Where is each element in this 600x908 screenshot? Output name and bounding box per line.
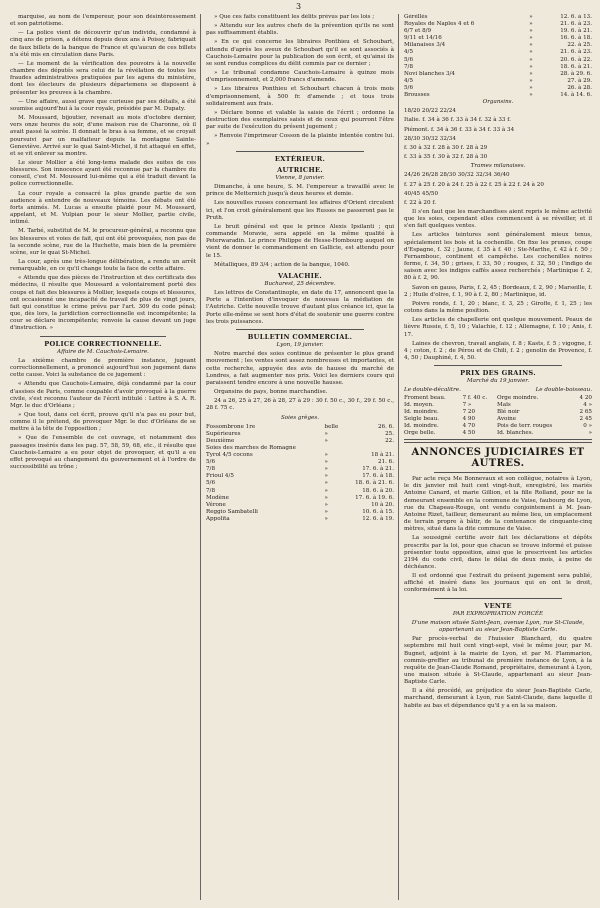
table-row-cell: Vérone — [206, 501, 226, 508]
paragraph: 24 a 26, 25 à 27, 26 à 28, 27 à 29 : 30 f. 50 c., 30 f., 29 f. 50 c., 28 f. 75 c. — [206, 398, 394, 412]
table-row-cell: Brousses — [404, 92, 430, 99]
grain-row-cell: Avoine — [497, 415, 517, 422]
paragraph: Laines de chevron, travail anglais, f. 8 ; Kasts, f. 5 ; vigogne, f. 4 ; coton, f. 2 ; de Pérou et de Chili, f. 2 ; genolin de Provence, f. 4, 50 ; Dauphiné, f. 4, 50. — [404, 340, 592, 361]
table-row-cell: » — [529, 49, 533, 56]
table-row-cell: 19. 6. à 21. — [560, 28, 592, 35]
valachia-date: Bucharest, 25 décembre. — [264, 281, 336, 287]
paragraph: Organsins de pays, bonne marchandise. — [214, 389, 328, 396]
table-row-cell: » — [324, 501, 328, 508]
austria-paragraphs — [206, 184, 394, 269]
valachia-title: VALACHIE. — [277, 271, 323, 280]
grain-header — [404, 387, 592, 394]
divider — [434, 365, 562, 366]
valachia-paragraphs — [206, 290, 394, 326]
table-row-cell: 17. 6. à 19. 6. — [355, 494, 394, 501]
table-row-cell: 22. — [385, 437, 394, 444]
grain-subtitle: Marché du 19 janvier. — [466, 378, 530, 385]
price-line: Piémont. f. 34 à 36 f. 33 à 34 f. 33 à 34 — [404, 126, 515, 133]
paragraph: Il a été procédé, au préjudice du sieur Jean-Baptiste Carle, marchand, demeurant à Lyon, rue Saint-Claude, dans laquelle il habite au bas et dépendance qu'il y a en la sa maison. — [404, 688, 592, 709]
table-row-cell: » — [324, 473, 328, 480]
table-row-cell: Appolita — [206, 515, 230, 522]
table-row-cell: Milanaises 3/4 — [404, 42, 446, 49]
table-row — [206, 424, 394, 431]
divider — [404, 439, 592, 440]
divider — [434, 472, 562, 473]
table-row-cell: 14. à 14. 6. — [560, 92, 592, 99]
table-row-cell: » — [324, 430, 328, 437]
paragraph: Par procès-verbal de l'huissier Blanchard, du quatre septembre mil huit cent vingt-sept, visé le même jour, par M. Bugnet, adjoint à la mairie de Lyon, et par M. Flammarion, commis-greffier au tribunal de première instance de Lyon, à la requête de Jean-Claude Romand, propriétaire, demeurant à Lyon, une maison située à St-Claude, appartenant au sieur Jean-Baptiste Carle. — [404, 636, 592, 686]
divider — [40, 336, 166, 337]
news-paragraphs — [10, 14, 196, 333]
grain-row-cell: 7 20 — [462, 408, 476, 415]
table-row-cell: 18. 6. à 21. 6. — [355, 480, 394, 487]
price-line: 28/30 30/32 32/34 — [404, 135, 456, 142]
table-row-cell: Modène — [206, 494, 229, 501]
table-row-cell: 18 à 21. — [371, 452, 394, 459]
table-row-cell — [343, 445, 394, 452]
table-row-cell: 21. 6. à 23. — [560, 49, 592, 56]
price-line: Italie. f. 34 à 36 f. 33 à 34 f. 32 à 33 f. — [404, 117, 511, 124]
table-row — [206, 431, 394, 438]
annonces-paragraphs — [404, 476, 592, 595]
table-row-cell: 20. 6. à 22. — [560, 56, 592, 63]
grain-row-cell: Maïs — [497, 401, 511, 408]
table-row-cell: 10 à 20. — [371, 501, 394, 508]
table-row — [404, 49, 592, 56]
table-row — [404, 85, 592, 92]
table-row-cell: Fossombrone 1re — [206, 423, 256, 430]
trames-lines — [404, 172, 592, 207]
column-2 — [206, 14, 394, 900]
table-row-cell: » — [529, 56, 533, 63]
exterieur-title: EXTÉRIEUR. — [274, 154, 326, 163]
paragraph: M. Moussard, bijoutier, revenait au mois d'octobre dernier, vers onze heures du soir, d'une maison rue de Charonne, où il avait passé la soirée. Il donnait le bras à sa femme, et se croyait poursuivi par un malfaiteur depuis la montagne Sainte-Geneviève. Arrivé sur le quai Saint-Michel, il fut attaqué en effet, et se vit enlever sa montre. — [10, 115, 196, 157]
table-row-cell: belle — [324, 423, 339, 430]
table-row-cell: » — [324, 459, 328, 466]
judgment-paragraphs — [10, 358, 196, 471]
paragraph: » Déclare bonne et valable la saisie de l'écrit ; ordonne la destruction des exemplaires saisis et de ceux qui pourront l'être par suite de l'exécution du présent jugement ; — [206, 109, 394, 131]
table-row-cell: Tyrol 4/5 cocons — [206, 452, 253, 459]
judgment-continued — [206, 14, 394, 148]
vente-subtitle: PAR EXPROPRIATION FORCÉE — [452, 610, 544, 617]
table-row-cell: » — [324, 466, 328, 473]
table-row-cell: 5/6 — [206, 459, 216, 466]
table-row-cell: » — [324, 480, 328, 487]
table-row-cell: » — [529, 35, 533, 42]
table-row-cell — [325, 445, 343, 452]
table-row-cell: Novi blanches 3/4 — [404, 70, 455, 77]
grain-header-left: Le double-décalitre. — [404, 387, 461, 394]
paragraph: Poivre ronds, f. 1, 20 ; blanc, f. 3, 25 ; Girofle, f. 1, 25 ; les cotons dans la même position. — [404, 300, 592, 315]
table-row-cell: » — [529, 92, 533, 99]
table-row-cell: 22. à 25. — [567, 42, 592, 49]
table-row-cell: » — [529, 70, 533, 77]
table-row-cell: » — [324, 437, 328, 444]
table-row-cell: 7/8 — [206, 466, 216, 473]
table-row — [404, 71, 592, 78]
table-row-cell: Frioul 4/5 — [206, 473, 234, 480]
paragraph: — Le moment de la vérification des pouvoirs à la nouvelle chambre des députés sera celui de la révélation de toutes les fraudes administratives pratiquées par les agens du ministère, dont les électeurs de plusieurs départemens se disposent à présenter les preuves à la chambre. — [10, 60, 196, 96]
table-row-cell: 21. 6. — [377, 459, 394, 466]
paragraph: » Attendu sur les autres chefs de la prévention qu'ils ne sont pas suffisamment établis. — [206, 23, 394, 37]
price-line: 40/45 45/50 — [404, 190, 439, 197]
price-line: f. 33 à 35 f. 30 à 32 f. 28 à 30 — [404, 154, 488, 161]
paragraph: Le sieur Mollier a été long-tems malade des suites de ces blessures. Son innocence ayant été reconnue par la chambre du conseil, c'est M. Moussard lui-même qui a été traduit devant la police correctionnelle. — [10, 159, 196, 188]
table-row-cell: » — [324, 487, 328, 494]
paragraph: La soussigné certifie avoir fait les déclarations et dépôts prescrits par la loi, pour que chacun se trouve informé et puisse présenter toute opposition, ainsi que le prescrivent les articles 2194 du code civil, dans le délai de deux mois, à peine de déchéance. — [404, 535, 592, 570]
paragraph: Notre marché des soies continue de présenter le plus grand mouvement ; les ventes sont assez nombreuses et importantes, et cette recherche, appuyée des avis de hausse du marché de Londres, a fait augmenter nos prix. Voici les derniers cours qui paraissent tendre encore à une nouvelle hausse. — [206, 351, 394, 386]
table-row-cell: Reggio Sambatelli — [206, 508, 258, 515]
silk-price-table-continued — [404, 14, 592, 99]
divider — [404, 442, 592, 443]
grain-row-cell: 2 65 — [579, 408, 592, 415]
grain-row-cell: Id. blanches. — [497, 430, 534, 436]
column-rule — [398, 14, 399, 900]
column-3 — [404, 14, 592, 900]
table-row-cell: Géréllés — [404, 14, 428, 20]
section-subtitle: Affaire de M. Cauchois-Lemaire. — [57, 348, 149, 355]
grain-row — [404, 430, 592, 437]
table-row-cell: » — [529, 28, 533, 35]
table-row — [404, 57, 592, 64]
grain-row-cell: Orge belle. — [404, 430, 436, 436]
vente-title: VENTE — [484, 601, 512, 610]
table-row-cell: » — [529, 42, 533, 49]
organsins-lines — [404, 108, 592, 161]
paragraph: » Renvoie l'imprimeur Cosson de la plainte intentée contre lui. » — [206, 133, 394, 147]
grain-row-cell: 4 50 — [462, 430, 476, 436]
table-row — [206, 502, 394, 509]
table-row — [206, 452, 394, 459]
price-line: 24/26 26/28 28/30 30/32 32/34 36/40 — [404, 172, 510, 179]
paragraph: Le bruit général est que le prince Alexis Ipsilanti ; qui commande Moravie, sera appelé en la même qualité à Peterwaradin. Le prince Philippe de Hesse-Hombourg auquel on vient de donner le commandement en Gallicie, est attendu pour le 15. — [206, 223, 394, 259]
soies-label: Soies grèges. — [280, 414, 320, 421]
paragraph: Il est ordonné que l'extrait du présent jugement sera publié, affiché et inséré dans les journaux qui en ont le droit, conformément à la loi. — [404, 573, 592, 594]
paragraph: Il s'en faut que les marchandises aient repris le même activité que les soies, cependant elles commencent à se réveiller, et il s'en fait quelques ventes. — [404, 209, 592, 230]
column-1 — [10, 14, 196, 900]
paragraph: » Le tribunal condamne Cauchois-Lemaire à quinze mois d'emprisonnement, et 2,000 francs d'amende. — [206, 70, 394, 84]
grain-row-cell: 4 » — [583, 401, 592, 408]
table-row — [206, 438, 394, 445]
paragraph: La sixième chambre de première instance, jugeant correctionnellement, a prononcé aujourd'hui son jugement dans cette cause. Voici la substance de ce jugement : — [10, 357, 196, 379]
market-paragraphs — [404, 209, 592, 362]
table-row — [404, 78, 592, 85]
table-row-cell: 5/6 — [206, 480, 216, 487]
paragraph: Les articles teintures sont généralement mieux tenus, spécialement les bois et la cochenille. On fixe les prunes, coupe d'Espagne, f. 32 ; Jaune, f. 35 à f. 40 ; Ste-Marthe, f. 42 à f. 50 ; Fernambouc, continent et campêche. Les cochenilles noires ferme, f. 34, 50 ; grises, f. 33, 50 ; rouges, f. 32, 50 ; l'indigo de saison avec les indigos caffés assez recherchés ; Martinique f. 2, 80 à f. 2, 90. — [404, 232, 592, 282]
table-row — [206, 445, 394, 452]
table-row-cell: 12. 6. à 13. — [560, 14, 592, 20]
table-row-cell: 18. 6. à 20. — [362, 487, 394, 494]
grain-row-cell: Blé noir — [497, 408, 520, 415]
table-row-cell: 27. à 29. — [567, 77, 592, 84]
grain-title: PRIX DES GRAINS. — [460, 369, 536, 378]
paragraph: Par acte reçu Me Bonnevaux et son collègue, notaires à Lyon, le dix janvier mil huit cent vingt-huit, enregistré, les mariés Antoine Canard, et marie Gillion, et la fille Rolland, pour ne la demeurant ensemble en la commune de Vaise, faubourg de Lyon, rue du Chapeau-Rouge, ont vendu conjointement à M. Jean-Antoine Rizet, tailleur, demeurant au même lieu, un emplacement de terrain propre à bâtir, de la contenance de cinquante-cinq mètres, situé dans la dite commune de Vaise. — [404, 476, 592, 533]
paragraph: Dimanche, à une heure, S. M. l'empereur a travaillé avec le prince de Metternich jusqu'à deux heures et demie. — [206, 184, 394, 198]
table-row — [206, 516, 394, 523]
grain-row-cell: 4 20 — [579, 394, 592, 401]
grain-row-cell: Id. moindre. — [404, 422, 439, 429]
paragraph: » Que de l'ensemble de cet ouvrage, et notamment des passages insérés dans les pag. 57, 58, 59, 68, etc., il résulte que Cauchois-Lemaire a eu pour objet de provoquer, et qu'il a eu effet provoqué au changement du gouvernement et à l'ordre de successibilité au trône ; — [10, 435, 196, 471]
bulletin-date: Lyon, 19 janvier. — [276, 342, 324, 349]
grain-row-cell: Froment beau. — [404, 394, 446, 401]
table-row — [404, 64, 592, 71]
price-line: f. 27 à 25 f. 20 à 24 f. 25 à 22 f. 25 à 22 f. 24 à 20 — [404, 181, 544, 188]
table-row-cell: » — [529, 63, 533, 70]
table-row-cell: 18. 6. à 21. — [560, 63, 592, 70]
table-row-cell: » — [529, 84, 533, 91]
table-row-cell: » — [324, 508, 328, 515]
table-row-cell: 6/7 et 8/9 — [404, 28, 432, 35]
table-row-cell: 28. à 29. 6. — [560, 70, 592, 77]
paragraph: « Attendu que des pièces de l'instruction et des certificats des médecins, il résulte que Moussard a volontairement porté des coups et fait des blessures à Mollier, lesquels coups et blessures, ont occasionné une incapacité de travail de plus de vingt jours, fait qui constitue le crime prévu par l'art. 309 du code pénal; que, dès lors, la juridiction correctionnelle est incompétente; la cour se déclare incompétente; renvoie la cause devant un juge d'instruction. » — [10, 275, 196, 332]
grain-row — [404, 409, 592, 416]
table-row-cell: Soies des marches de Romagne — [206, 444, 296, 451]
table-row-cell: 12. 6. à 19. — [362, 515, 394, 522]
grain-row-cell: » — [588, 430, 592, 436]
paragraph: Les nouvelles russes concernant les affaires d'Orient circulent ici, et l'on croit généralement que les Russes ne passeront pas le Pruth. — [206, 200, 394, 221]
grain-row-cell: Id. moyen. — [404, 401, 434, 408]
divider — [434, 598, 562, 599]
paragraph: marquise, au nom de l'empereur, pour son désintéressement et son patriotisme. — [10, 14, 196, 28]
grain-row-cell: Pois de terr. rouges — [497, 422, 553, 429]
table-row — [404, 35, 592, 42]
table-row-cell: 16. 6. à 18. — [560, 35, 592, 42]
grain-row — [404, 423, 592, 430]
table-row-cell: Supérieures — [206, 430, 241, 437]
grain-row-cell: 2 45 — [579, 415, 592, 422]
table-row-cell: » — [324, 515, 328, 522]
bulletin-paragraphs — [206, 351, 394, 412]
table-row-cell: 17. 6. à 21. — [362, 466, 394, 473]
grain-row — [404, 416, 592, 423]
table-row-cell: 5/6 — [404, 84, 414, 91]
paragraph: La cour royale a consacré la plus grande partie de son audience à entendre de nouveaux témoins. Les débats ont été forts animés. M. Lucas a ensuite plaidé pour M. Moussard, appelant, et M. Vulpian pour le sieur Mollier, partie civile, intimé. — [10, 190, 196, 226]
page-number: 3 — [296, 2, 302, 11]
grain-row-cell: Seigle beau. — [404, 415, 439, 422]
grain-row — [404, 402, 592, 409]
paragraph: Les lettres de Constantinople, en date du 17, annoncent que la Porte a l'intention d'invoquer de nouveau la médiation de l'Autriche. Cette nouvelle trouve d'autant plus créance ici, que la Porte elle-même se sent hors d'état de soutenir une guerre contre les trois puissances. — [206, 290, 394, 325]
divider — [236, 151, 364, 152]
austria-date: Vienne, 8 janvier. — [275, 174, 325, 181]
organsins-label: Organsins. — [482, 99, 514, 106]
table-row — [404, 92, 592, 99]
paragraph: — Une affaire, aussi grave que curieuse par ses détails, a été soumise aujourd'hui à la cour royale, présidée par M. Dupaty. — [10, 98, 196, 112]
trames-label: Trames milanaises. — [470, 163, 526, 170]
paragraph: » Que tout, dans cet écrit, prouve qu'il n'a pas eu pour but, comme il le prétend, de provoquer Mgr. le duc d'Orléans de se mettre à la tête de l'opposition ; — [10, 411, 196, 433]
table-row — [206, 495, 394, 502]
bulletin-title: BULLETIN COMMERCIAL. — [247, 332, 353, 341]
paragraph: » Les libraires Ponthieu et Schoubart chacun à trois mois d'emprisonnement, à 500 fr. d'amende ; et tous trois solidairement aux frais. — [206, 86, 394, 107]
grain-table — [404, 395, 592, 438]
table-row-cell: 21. 6. à 23. — [560, 21, 592, 28]
grain-row-cell: Orge moindre. — [497, 394, 539, 401]
divider — [236, 329, 364, 330]
price-line: f. 30 à 32 f. 28 à 30 f. 28 à 29 — [404, 144, 488, 151]
table-row-cell: 26. 6. — [377, 423, 394, 430]
paragraph: M. Tarbé, substitut de M. le procureur-général, a reconnu que les blessures et voies de fait, qui ont été provoquées, non pas de la seconde scène, rue de la Huchette, mais bien de la première scène, sur le quai St-Michel. — [10, 228, 196, 256]
table-row-cell: 10. 6. à 15. — [362, 508, 394, 515]
paragraph: » Que ces faits constituent les délits prévus par les lois ; — [214, 14, 375, 20]
paragraph: Savon en gauss, Paris, f. 2, 45 ; Bordeaux, f. 2, 90 ; Marseille, f. 2 ; Huile d'olive, f. 1, 90 à f. 2, 80 ; Martinique, id. — [404, 284, 592, 298]
section-title: POLICE CORRECTIONNELLE. — [44, 339, 162, 348]
paragraph: La cour, après une très-longue délibération, a rendu un arrêt remarquable, en ce qu'il change toute la face de cette affaire. — [10, 259, 196, 273]
table-row-cell: » — [324, 452, 328, 459]
grain-row — [404, 395, 592, 402]
grain-row-cell: 0 » — [583, 422, 592, 429]
table-row-cell: 25. — [385, 430, 394, 437]
column-rule — [200, 14, 201, 900]
silk-price-table — [206, 424, 394, 523]
paragraph: » En ce qui concerne les libraires Ponthieu et Schoubart, attendu d'après les aveux de Schoubart qu'il se sont associés à Cauchois-Lemaire pour la publication de son écrit, et qu'ainsi ils se sont rendus complices du délit commis par ce dernier ; — [206, 39, 394, 67]
table-row-cell: 4/5 — [404, 49, 414, 56]
table-row — [206, 480, 394, 487]
grain-row-cell: 4 70 — [462, 422, 476, 429]
table-row-cell: 9/11 et 14/16 — [404, 35, 442, 42]
grain-row-cell: 7 » — [462, 401, 472, 408]
paragraph: Les articles de chapellerie ont quelque mouvement. Peaux de lièvre Russie, f. 5, 10 ; Valachie, f. 12 ; Allemagne, f. 10 ; Anis, f. 17. — [404, 317, 592, 338]
table-row — [206, 509, 394, 516]
table-row-cell: 7/8 — [404, 63, 414, 70]
price-line: f. 22 à 20 f. — [404, 199, 436, 206]
table-row — [206, 488, 394, 495]
grain-row-cell: 7 f. 40 c. — [462, 394, 488, 401]
table-row-cell: » — [529, 21, 533, 28]
paragraph: — La police vient de découvrir qu'un individu, condamné à cinq ans de prison, a détenu depuis deux ans à Poissy, fabriquait de faux billets de la banque de France et qu'aucun de ces billets n'a été mis en circulation dans Paris. — [10, 30, 196, 58]
table-row-cell: Deuxième — [206, 437, 235, 444]
table-row-cell: 17. 6. à 18. — [362, 473, 394, 480]
vente-paragraphs — [404, 636, 592, 710]
paragraph: Métalliques, 89 3/4 ; action de la banque, 1040. — [214, 261, 350, 268]
table-row-cell: Royales de Naples 4 et 6 — [404, 21, 475, 28]
grain-header-right: Le double-boisseau. — [535, 387, 592, 394]
price-line: 18/20 20/22 22/24 — [404, 108, 456, 115]
table-row-cell: 26. à 28. — [567, 84, 592, 91]
austria-title: AUTRICHE. — [277, 165, 323, 174]
grain-row-cell: 4 90 — [462, 415, 476, 422]
table-row-cell: » — [529, 14, 533, 20]
table-row-cell: » — [529, 77, 533, 84]
table-row-cell: 4/5 — [404, 77, 414, 84]
table-row-cell: 7/8 — [206, 487, 216, 494]
annonces-title: ANNONCES JUDICIAIRES ET AUTRES. — [411, 447, 585, 470]
table-row-cell: » — [324, 494, 328, 501]
grain-row-cell: Id. moindre. — [404, 408, 439, 415]
vente-subtitle-2: D'une maison située Saint-Jean, avenue Lyon, rue St-Claude, appartenant au sieur Jean-Baptiste Carle. — [411, 619, 585, 634]
table-row-cell: 5/6 — [404, 56, 414, 63]
paragraph: « Attendu que Cauchois-Lemaire, déjà condamné par la cour d'assises de Paris, comme coupable d'avoir provoqué à la guerre civile, s'est reconnu l'auteur de l'écrit intitulé : Lettre à S. A. R. Mgr. le duc d'Orléans ; — [10, 381, 196, 409]
